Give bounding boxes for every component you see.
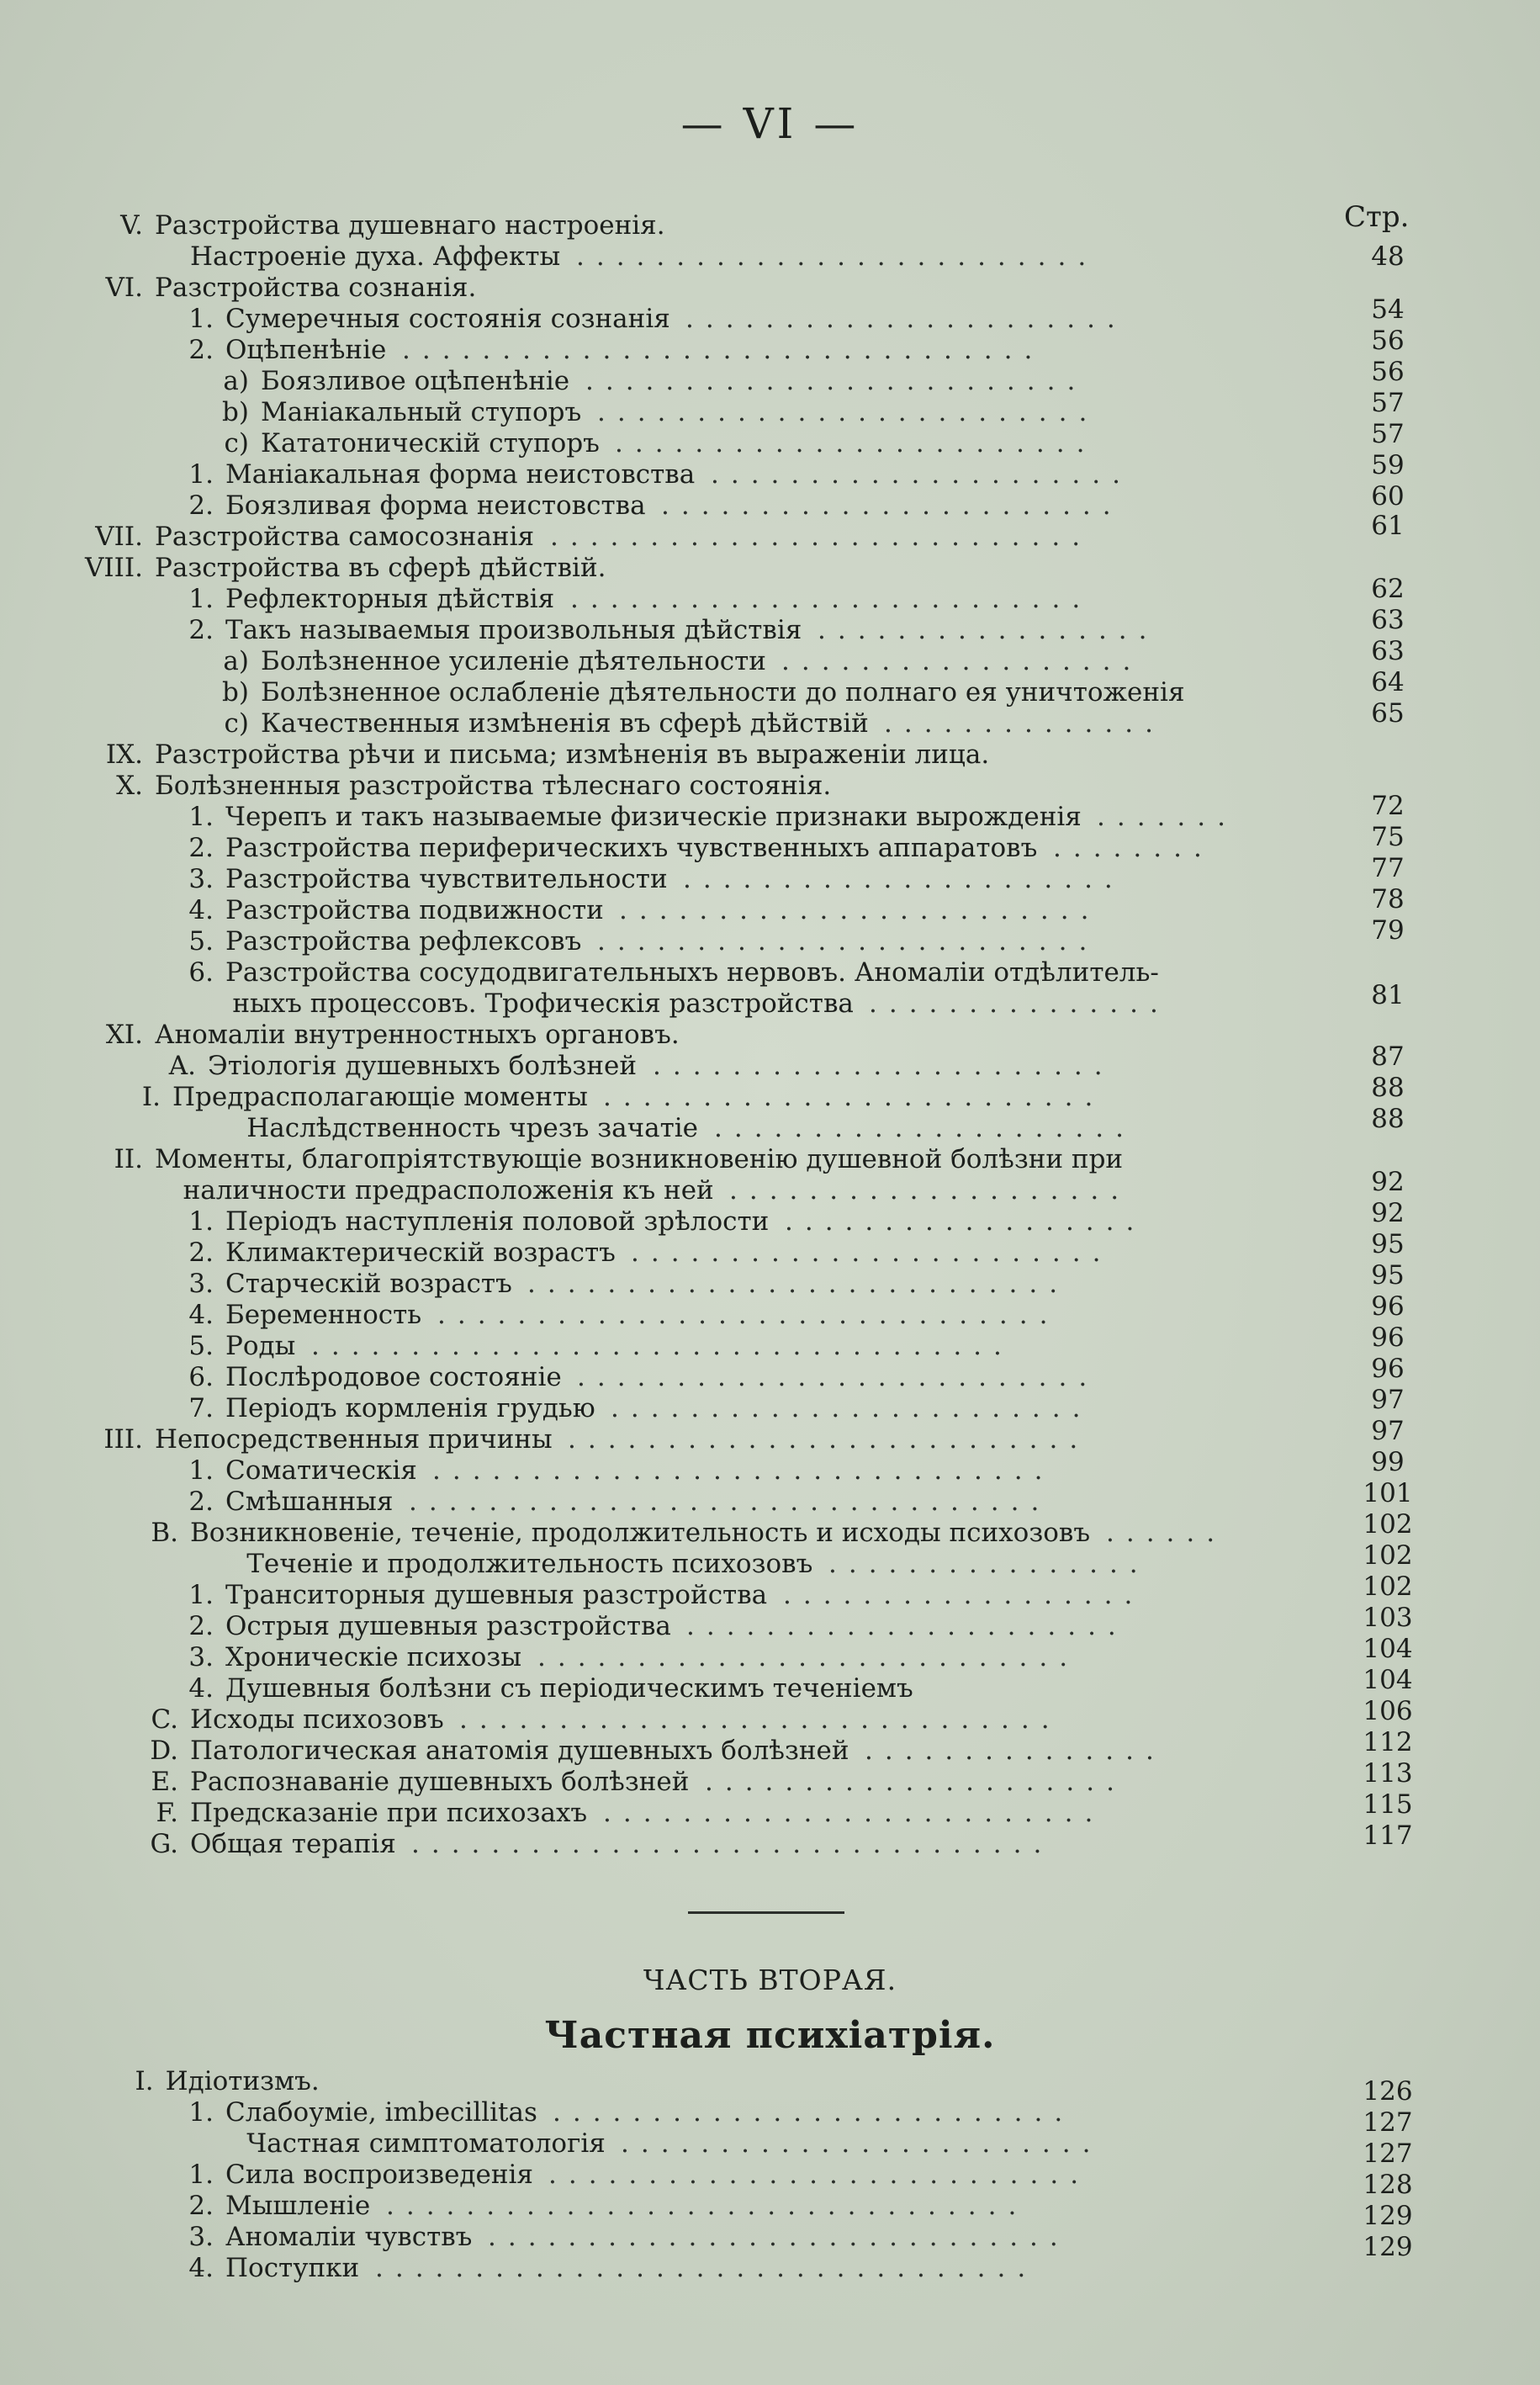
dot-leader: ...........................: [537, 1642, 1080, 1672]
toc-entry-page: 72: [1371, 791, 1405, 821]
toc-entry-number: b): [222, 677, 249, 708]
part-subtitle: Частная психіатрія.: [544, 2014, 996, 2057]
dot-leader: ......................: [685, 304, 1127, 334]
toc-entry: [0, 1704, 1540, 1735]
toc-entry: [0, 988, 1540, 1019]
toc-entry-title: Разстройства чувствительности: [225, 864, 668, 894]
toc-entry: [0, 1642, 1540, 1672]
toc-entry-title: Поступки: [225, 2253, 360, 2283]
toc-entry-page: 92: [1371, 1198, 1405, 1228]
toc-entry-number: 5.: [188, 1331, 214, 1361]
toc-entry-number: IX.: [105, 739, 143, 770]
toc-entry-title: Смѣшанныя: [225, 1487, 394, 1517]
dot-leader: ...........................: [527, 1269, 1070, 1299]
toc-entry-page: 129: [1363, 2232, 1413, 2262]
toc-entry: [0, 1455, 1540, 1486]
toc-entry: [0, 739, 1540, 770]
toc-entry: [0, 864, 1540, 894]
toc-entry-page: 101: [1363, 1478, 1413, 1508]
toc-entry-number: 1.: [188, 584, 214, 614]
toc-entry-title: Соматическія: [225, 1455, 417, 1486]
toc-entry-page: 128: [1363, 2170, 1413, 2200]
toc-entry: [0, 1175, 1540, 1206]
toc-entry-number: 4.: [188, 895, 214, 925]
toc-entry-title: Транситорныя душевныя разстройства: [225, 1580, 768, 1610]
toc-entry-title: Хроническіе психозы: [225, 1642, 522, 1672]
toc-entry-page: 57: [1371, 388, 1405, 418]
toc-entry-page: 92: [1371, 1167, 1405, 1197]
toc-entry-number: a): [223, 646, 249, 676]
toc-entry-page: 117: [1363, 1821, 1413, 1851]
toc-entry-number: 1.: [188, 1580, 214, 1610]
toc-entry-page: 59: [1371, 450, 1405, 480]
toc-entry-title: Беременность: [225, 1300, 422, 1330]
toc-entry: [0, 802, 1540, 832]
dot-leader: .....................: [711, 459, 1132, 490]
toc-entry-number: II.: [114, 1144, 143, 1174]
page-column-label: Стр.: [1344, 200, 1410, 234]
toc-entry-page: 113: [1363, 1758, 1413, 1789]
toc-entry: [0, 926, 1540, 957]
toc-entry-page: 64: [1371, 667, 1405, 697]
toc-entry-title: Разстройства периферическихъ чувственныхъ аппаратовъ: [225, 833, 1038, 863]
toc-entry-page: 60: [1371, 481, 1405, 511]
toc-entry-number: VIII.: [85, 553, 143, 583]
toc-entry: [0, 241, 1540, 272]
dot-leader: ..........................: [576, 241, 1098, 272]
dot-leader: .........................: [597, 926, 1099, 957]
dot-leader: ......................: [683, 864, 1125, 894]
toc-entry-number: 3.: [188, 1269, 214, 1299]
toc-entry-title: Разстройства сосудодвигательныхъ нервовъ. Аномаліи отдѣлитель-: [225, 957, 1159, 988]
toc-entry-number: a): [223, 366, 249, 396]
toc-entry: [0, 490, 1540, 521]
toc-entry-title: Возникновеніе, теченіе, продолжительность и исходы психозовъ: [190, 1518, 1091, 1548]
toc-entry-title: Послѣродовое состояніе: [225, 1362, 562, 1392]
toc-entry-title: Исходы психозовъ: [190, 1704, 444, 1735]
toc-entry-page: 56: [1371, 326, 1405, 356]
toc-entry-title: Климактерическій возрастъ: [225, 1238, 616, 1268]
toc-entry-title: Распознаваніе душевныхъ болѣзней: [190, 1767, 690, 1797]
dot-leader: .................................: [375, 2253, 1038, 2283]
dot-leader: ........................: [619, 895, 1101, 925]
toc-entry: [0, 895, 1540, 925]
toc-entry-title: Душевныя болѣзни съ періодическимъ теченіемъ: [225, 1673, 913, 1704]
toc-entry-number: 2.: [188, 1611, 214, 1641]
toc-entry: [0, 1767, 1540, 1797]
toc-entry-number: 3.: [188, 2222, 214, 2252]
toc-entry: [0, 1798, 1540, 1828]
toc-entry: [0, 1829, 1540, 1859]
toc-entry-page: 63: [1371, 636, 1405, 666]
toc-entry-title: Сила воспроизведенія: [225, 2160, 533, 2190]
toc-entry-page: 104: [1363, 1634, 1413, 1664]
toc-entry: [0, 1206, 1540, 1237]
dot-leader: ...............................: [437, 1300, 1060, 1330]
dot-leader: ...............................: [432, 1455, 1055, 1486]
toc-entry-title: Болѣзненное усиленіе дѣятельности: [261, 646, 766, 676]
dot-leader: ........................: [631, 1238, 1113, 1268]
dot-leader: ..................: [785, 1206, 1146, 1237]
toc-entry-page: 97: [1371, 1385, 1405, 1415]
toc-entry-title: Идіотизмъ.: [165, 2066, 320, 2096]
toc-entry: [0, 397, 1540, 427]
toc-entry: [0, 2160, 1540, 2190]
toc-entry-number: 1.: [188, 1206, 214, 1237]
toc-entry-title: Аномаліи внутренностныхъ органовъ.: [155, 1020, 680, 1050]
toc-entry-number: G.: [150, 1829, 178, 1859]
dot-leader: .........................: [597, 397, 1099, 427]
toc-entry: [0, 335, 1540, 365]
dot-leader: ..........................: [553, 2097, 1075, 2128]
toc-entry-number: 3.: [188, 864, 214, 894]
toc-entry-number: 4.: [188, 1300, 214, 1330]
toc-entry-title: Предсказаніе при психозахъ: [190, 1798, 588, 1828]
page-number: — VI —: [680, 99, 860, 148]
toc-entry-title: Мышленіе: [225, 2191, 371, 2221]
toc-entry-page: 63: [1371, 605, 1405, 635]
toc-entry: [0, 1487, 1540, 1517]
toc-entry-title: Болѣзненное ослабленіе дѣятельности до полнаго ея уничтоженія: [261, 677, 1185, 708]
toc-entry-title: Періодъ кормленія грудью: [225, 1393, 595, 1423]
dot-leader: .............................: [488, 2222, 1070, 2252]
toc-entry-title: Моменты, благопріятствующіе возникновенію душевной болѣзни при: [155, 1144, 1124, 1174]
toc-entry-title: Роды: [225, 1331, 296, 1361]
toc-entry: [0, 1736, 1540, 1766]
dot-leader: ........: [1053, 833, 1214, 863]
toc-entry: [0, 459, 1540, 490]
toc-entry-page: 81: [1371, 980, 1405, 1010]
toc-entry-number: VII.: [95, 522, 143, 552]
toc-entry-title: Разстройства сознанія.: [155, 273, 477, 303]
toc-entry-number: b): [222, 397, 249, 427]
toc-entry-number: 1.: [188, 802, 214, 832]
toc-entry-title: Разстройства рѣчи и письма; измѣненія въ выраженіи лица.: [155, 739, 990, 770]
toc-entry-title: Качественныя измѣненія въ сферѣ дѣйствій: [261, 708, 869, 739]
toc-entry-title: наличности предрасположенія къ ней: [183, 1175, 714, 1206]
toc-entry: [0, 2191, 1540, 2221]
toc-entry-page: 62: [1371, 574, 1405, 604]
toc-entry-number: 4.: [188, 1673, 214, 1704]
toc-entry-page: 96: [1371, 1354, 1405, 1384]
toc-entry-number: 3.: [188, 1642, 214, 1672]
toc-entry-title: Боязливая форма неистовства: [225, 490, 646, 521]
toc-entry-number: 1.: [188, 2160, 214, 2190]
toc-entry: [0, 1393, 1540, 1423]
toc-entry-title: Наслѣдственность чрезъ зачатіе: [246, 1113, 699, 1143]
dot-leader: ..................: [783, 1580, 1145, 1610]
toc-entry-page: 75: [1371, 822, 1405, 852]
toc-entry: [0, 771, 1540, 801]
toc-entry-page: 102: [1363, 1540, 1413, 1571]
toc-entry-title: Настроеніе духа. Аффекты: [190, 241, 561, 272]
toc-entry-number: C.: [151, 1704, 178, 1735]
dot-leader: ..........................: [577, 1362, 1099, 1392]
toc-entry-title: Патологическая анатомія душевныхъ болѣзней: [190, 1736, 849, 1766]
toc-entry: [0, 273, 1540, 303]
dot-leader: ................................: [409, 1487, 1051, 1517]
toc-entry: [0, 1580, 1540, 1610]
toc-entry: [0, 304, 1540, 334]
toc-entry-title: Оцѣпенѣніе: [225, 335, 387, 365]
toc-entry: [0, 2222, 1540, 2252]
toc-entry: [0, 708, 1540, 739]
toc-entry: [0, 1113, 1540, 1143]
dot-leader: .........................: [603, 1082, 1105, 1112]
toc-entry-page: 96: [1371, 1322, 1405, 1353]
toc-entry-title: Острыя душевныя разстройства: [225, 1611, 671, 1641]
toc-entry-page: 126: [1363, 2076, 1413, 2107]
toc-entry: [0, 1051, 1540, 1081]
toc-entry: [0, 2097, 1540, 2128]
toc-entry-page: 112: [1363, 1727, 1413, 1757]
toc-entry: [0, 1518, 1540, 1548]
dot-leader: ........................: [621, 2128, 1103, 2159]
toc-entry-page: 106: [1363, 1696, 1413, 1726]
toc-entry: [0, 366, 1540, 396]
toc-entry-page: 78: [1371, 884, 1405, 914]
toc-entry-page: 102: [1363, 1509, 1413, 1540]
toc-entry: [0, 1082, 1540, 1112]
dot-leader: .........................: [585, 366, 1088, 396]
toc-entry-page: 102: [1363, 1571, 1413, 1602]
toc-entry-page: 127: [1363, 2139, 1413, 2169]
toc-entry-page: 54: [1371, 294, 1405, 325]
toc-entry: [0, 1020, 1540, 1050]
toc-entry-title: Рефлекторныя дѣйствія: [225, 584, 555, 614]
dot-leader: .....................: [714, 1113, 1135, 1143]
dot-leader: .....................: [705, 1767, 1126, 1797]
toc-entry-title: Теченіе и продолжительность психозовъ: [246, 1549, 813, 1579]
toc-entry-number: 1.: [188, 304, 214, 334]
toc-entry-title: Общая терапія: [190, 1829, 396, 1859]
toc-entry-page: 129: [1363, 2201, 1413, 2231]
toc-entry-title: Аномаліи чувствъ: [225, 2222, 473, 2252]
toc-entry-page: 57: [1371, 419, 1405, 449]
toc-entry-title: Разстройства душевнаго настроенія.: [155, 210, 665, 241]
toc-entry: [0, 428, 1540, 458]
toc-entry-number: 2.: [188, 833, 214, 863]
dot-leader: ..............: [884, 708, 1165, 739]
toc-entry-number: 4.: [188, 2253, 214, 2283]
dot-leader: .................: [818, 615, 1159, 645]
toc-entry-number: 5.: [188, 926, 214, 957]
toc-entry: [0, 957, 1540, 988]
toc-entry-page: 95: [1371, 1260, 1405, 1291]
toc-entry-number: c): [224, 428, 249, 458]
toc-entry-title: ныхъ процессовъ. Трофическія разстройства: [232, 988, 854, 1019]
toc-entry-number: 1.: [188, 1455, 214, 1486]
toc-entry-number: 2.: [188, 1487, 214, 1517]
dot-leader: ...........................: [548, 2160, 1091, 2190]
toc-entry-page: 87: [1371, 1041, 1405, 1072]
toc-entry-number: 1.: [188, 459, 214, 490]
toc-entry: [0, 1424, 1540, 1455]
toc-entry-number: III.: [103, 1424, 143, 1455]
toc-entry-title: Періодъ наступленія половой зрѣлости: [225, 1206, 770, 1237]
toc-entry-number: 7.: [188, 1393, 214, 1423]
toc-entry-title: Слабоуміе, imbecillitas: [225, 2097, 537, 2128]
toc-entry-title: Частная симптоматологія: [246, 2128, 606, 2159]
toc-entry-page: 61: [1371, 511, 1405, 541]
toc-entry-title: Этіологія душевныхъ болѣзней: [208, 1051, 638, 1081]
toc-entry: [0, 2253, 1540, 2283]
toc-entry: [0, 1362, 1540, 1392]
toc-entry-title: Болѣзненныя разстройства тѣлеснаго состоянія.: [155, 771, 832, 801]
dot-leader: ................................: [411, 1829, 1054, 1859]
toc-entry-number: A.: [168, 1051, 196, 1081]
toc-entry-page: 88: [1371, 1104, 1405, 1134]
toc-entry-number: 1.: [188, 2097, 214, 2128]
toc-entry-number: XI.: [105, 1020, 143, 1050]
dot-leader: ..........................: [568, 1424, 1090, 1455]
dot-leader: ...............: [869, 988, 1170, 1019]
toc-entry: [0, 2066, 1540, 2096]
toc-entry-page: 115: [1363, 1789, 1413, 1820]
toc-entry-number: I.: [141, 1082, 161, 1112]
toc-entry-number: B.: [151, 1518, 178, 1548]
dot-leader: ........................: [611, 1393, 1093, 1423]
toc-entry-number: F.: [156, 1798, 178, 1828]
toc-entry: [0, 584, 1540, 614]
toc-entry-number: D.: [150, 1736, 178, 1766]
part-title: ЧАСТЬ ВТОРАЯ.: [643, 1964, 897, 1996]
dot-leader: ................................: [386, 2191, 1029, 2221]
dot-leader: ................................: [402, 335, 1045, 365]
toc-entry: [0, 1673, 1540, 1704]
toc-entry-page: 79: [1371, 915, 1405, 946]
toc-entry-title: Такъ называемыя произвольныя дѣйствія: [225, 615, 802, 645]
section-divider: [688, 1911, 844, 1914]
toc-entry-number: 2.: [188, 335, 214, 365]
toc-entry: [0, 1611, 1540, 1641]
toc-entry-number: X.: [116, 771, 143, 801]
toc-entry-title: Непосредственныя причины: [155, 1424, 553, 1455]
toc-entry-page: 77: [1371, 853, 1405, 883]
toc-entry-number: 2.: [188, 490, 214, 521]
dot-leader: ..............................: [459, 1704, 1061, 1735]
toc-entry: [0, 1269, 1540, 1299]
toc-entry: [0, 2128, 1540, 2159]
toc-entry-title: Кататоническій ступоръ: [261, 428, 600, 458]
toc-entry-title: Маніакальный ступоръ: [261, 397, 582, 427]
toc-entry-page: 127: [1363, 2107, 1413, 2138]
toc-entry: [0, 615, 1540, 645]
toc-entry-page: 48: [1371, 241, 1405, 272]
toc-entry: [0, 646, 1540, 676]
toc-entry: [0, 210, 1540, 241]
toc-entry: [0, 1300, 1540, 1330]
toc-entry-number: 2.: [188, 615, 214, 645]
dot-leader: ...............: [865, 1736, 1166, 1766]
toc-entry-number: 2.: [188, 2191, 214, 2221]
toc-entry-title: Разстройства подвижности: [225, 895, 604, 925]
toc-entry-number: I.: [135, 2066, 154, 2096]
toc-entry-page: 104: [1363, 1665, 1413, 1695]
toc-entry: [0, 553, 1540, 583]
toc-entry-number: E.: [151, 1767, 178, 1797]
toc-entry-page: 99: [1371, 1447, 1405, 1477]
toc-entry-title: Боязливое оцѣпенѣніе: [261, 366, 570, 396]
toc-entry: [0, 522, 1540, 552]
toc-entry-page: 97: [1371, 1416, 1405, 1446]
toc-entry-title: Предрасполагающіе моменты: [172, 1082, 588, 1112]
toc-entry: [0, 833, 1540, 863]
toc-entry-title: Черепъ и такъ называемые физическіе признаки вырожденія: [225, 802, 1082, 832]
dot-leader: ..................: [781, 646, 1143, 676]
toc-entry-number: VI.: [105, 273, 143, 303]
dot-leader: ........................: [615, 428, 1097, 458]
toc-entry-page: 65: [1371, 698, 1405, 729]
dot-leader: .......................: [653, 1051, 1114, 1081]
toc-entry-title: Старческій возрастъ: [225, 1269, 512, 1299]
toc-entry: [0, 1144, 1540, 1174]
toc-entry-page: 96: [1371, 1291, 1405, 1322]
toc-entry-title: Маніакальная форма неистовства: [225, 459, 696, 490]
toc-entry: [0, 1331, 1540, 1361]
dot-leader: .........................: [603, 1798, 1105, 1828]
dot-leader: ................: [828, 1549, 1150, 1579]
toc-entry-title: Разстройства въ сферѣ дѣйствій.: [155, 553, 606, 583]
toc-entry-title: Разстройства рефлексовъ: [225, 926, 582, 957]
toc-entry-number: 6.: [188, 1362, 214, 1392]
dot-leader: ...........................: [550, 522, 1093, 552]
dot-leader: ......................: [686, 1611, 1128, 1641]
toc-entry-page: 56: [1371, 357, 1405, 387]
dot-leader: .......................: [661, 490, 1123, 521]
toc-entry: [0, 1549, 1540, 1579]
toc-entry-page: 88: [1371, 1073, 1405, 1103]
toc-entry-title: Разстройства самосознанія: [155, 522, 535, 552]
dot-leader: ....................: [729, 1175, 1131, 1206]
toc-entry-page: 103: [1363, 1603, 1413, 1633]
toc-entry-number: 6.: [188, 957, 214, 988]
toc-entry: [0, 677, 1540, 708]
toc-entry-number: V.: [120, 210, 143, 241]
dot-leader: ......: [1106, 1518, 1227, 1548]
dot-leader: ..........................: [570, 584, 1093, 614]
toc-entry: [0, 1238, 1540, 1268]
toc-entry-number: c): [224, 708, 249, 739]
toc-entry-number: 2.: [188, 1238, 214, 1268]
toc-entry-page: 95: [1371, 1229, 1405, 1259]
dot-leader: .......: [1097, 802, 1237, 832]
toc-entry-title: Сумеречныя состоянія сознанія: [225, 304, 670, 334]
dot-leader: ...................................: [311, 1331, 1013, 1361]
